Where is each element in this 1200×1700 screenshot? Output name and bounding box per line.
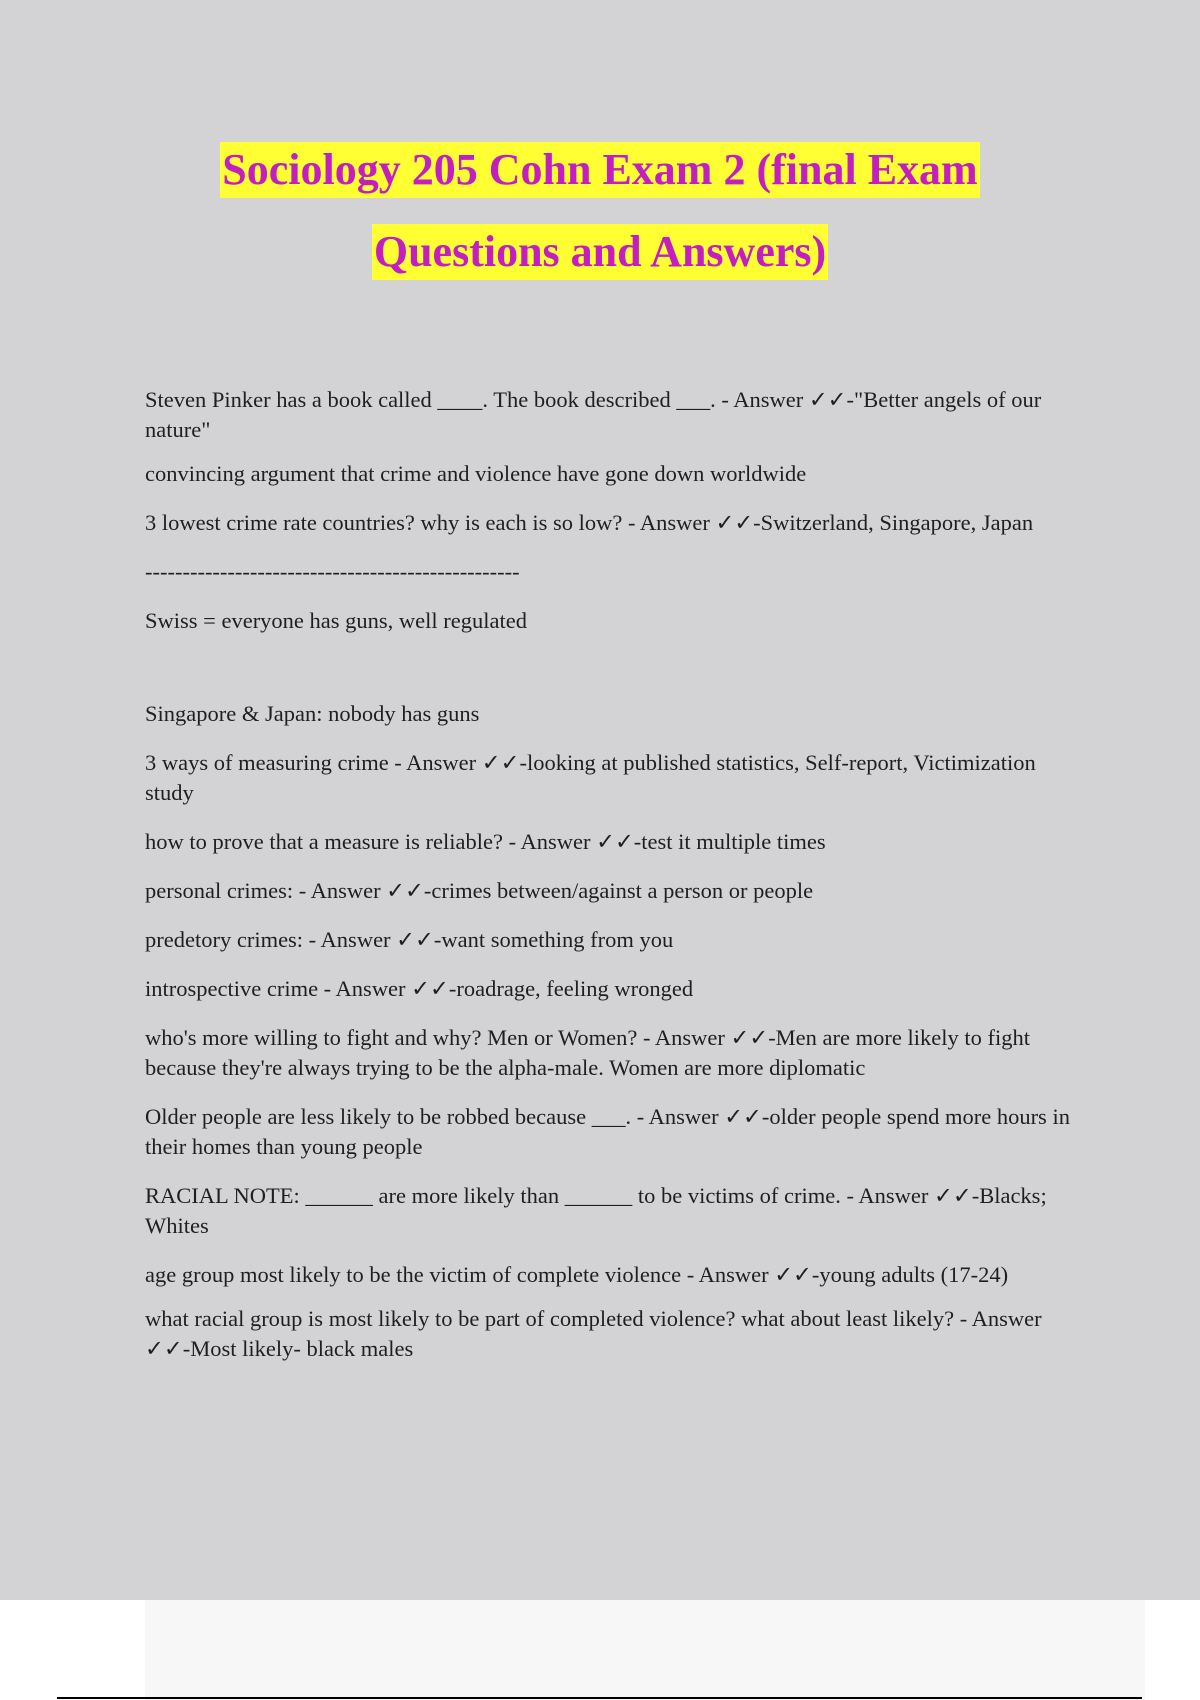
qa-paragraph: 3 lowest crime rate countries? why is each is so low? - Answer ✓✓-Switzerland, Singapore, Japan	[145, 510, 1034, 535]
qa-paragraph: how to prove that a measure is reliable? - Answer ✓✓-test it multiple times	[145, 829, 826, 854]
qa-paragraph: Swiss = everyone has guns, well regulated	[145, 608, 527, 633]
qa-paragraph: what racial group is most likely to be part of completed violence? what about least likely? - Answer ✓✓-Most likely- black males	[145, 1306, 1042, 1361]
qa-paragraph: convincing argument that crime and violence have gone down worldwide	[145, 461, 807, 486]
document-title	[0, 142, 1200, 280]
qa-paragraph: personal crimes: - Answer ✓✓-crimes between/against a person or people	[145, 878, 814, 903]
qa-paragraph: predetory crimes: - Answer ✓✓-want something from you	[145, 927, 674, 952]
qa-paragraph: age group most likely to be the victim of complete violence - Answer ✓✓-young adults (17-24)	[145, 1262, 1009, 1287]
qa-paragraph: RACIAL NOTE: ______ are more likely than ______ to be victims of crime. - Answer ✓✓-Blacks; Whites	[145, 1183, 1047, 1238]
separator-dashes: --------------------------------------------------	[145, 559, 520, 584]
title-line-1: Sociology 205 Cohn Exam 2 (final Exam	[220, 142, 979, 198]
qa-paragraph: Steven Pinker has a book called ____. The book described ___. - Answer ✓✓-"Better angels of our nature"	[145, 387, 1042, 442]
qa-paragraph: Singapore & Japan: nobody has guns	[145, 701, 480, 726]
qa-paragraph: 3 ways of measuring crime - Answer ✓✓-looking at published statistics, Self-report, Victimization study	[145, 750, 1036, 805]
footer-rule	[57, 1697, 1142, 1699]
next-page-preview	[145, 1600, 1145, 1700]
qa-paragraph: Older people are less likely to be robbed because ___. - Answer ✓✓-older people spend more hours in their homes than young people	[145, 1104, 1070, 1159]
qa-paragraph: introspective crime - Answer ✓✓-roadrage, feeling wronged	[145, 976, 694, 1001]
qa-content	[145, 385, 1085, 1383]
title-line-2: Questions and Answers)	[372, 224, 828, 280]
qa-paragraph: who's more willing to fight and why? Men or Women? - Answer ✓✓-Men are more likely to fight because they're always trying to be the alpha-male. Women are more diplomatic	[145, 1025, 1030, 1080]
blank-spacer	[145, 655, 1085, 699]
